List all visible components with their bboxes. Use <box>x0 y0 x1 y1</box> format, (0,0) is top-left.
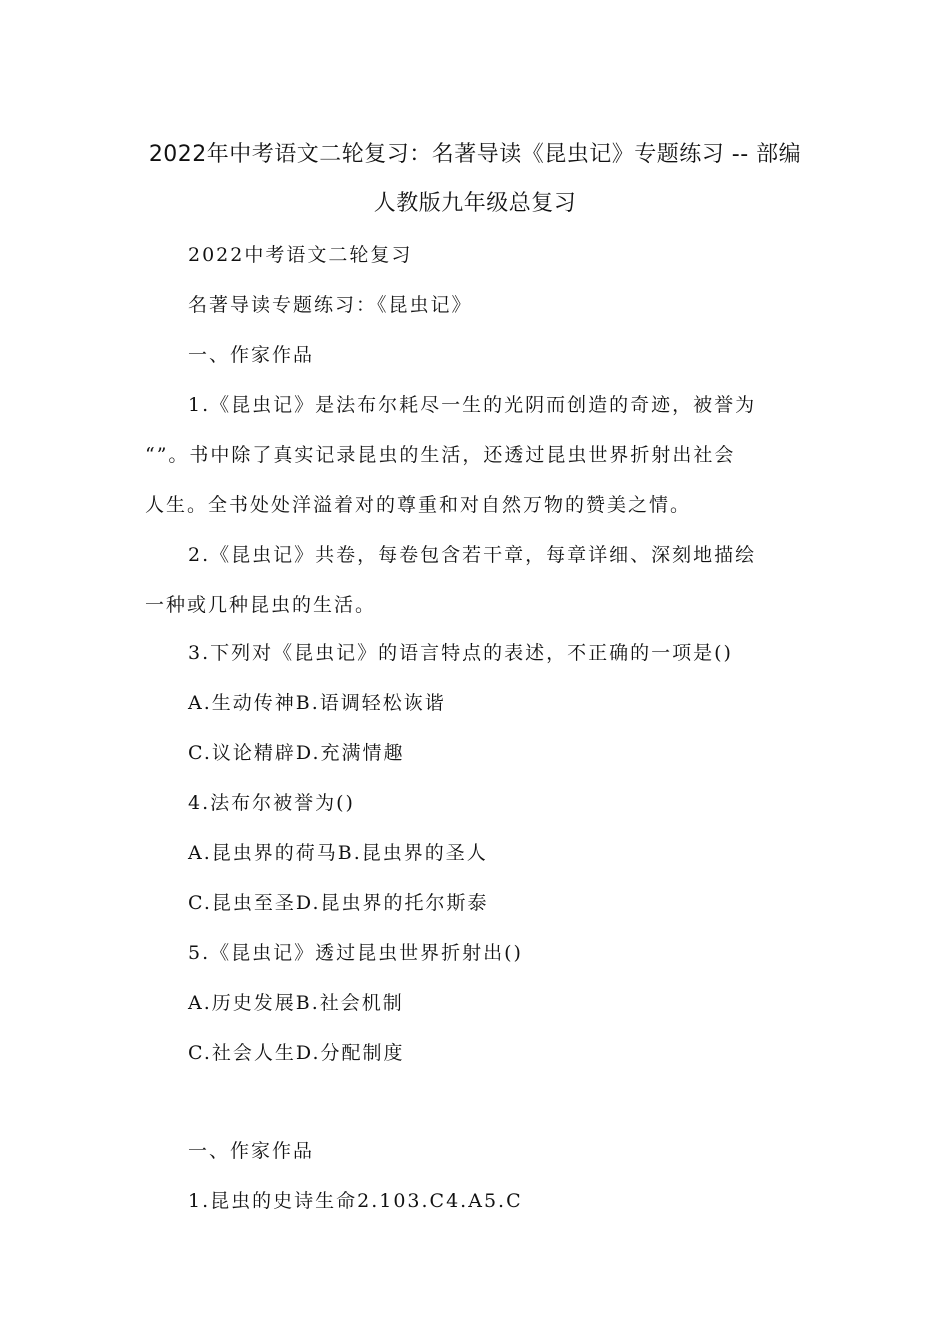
document-title-line-2: 人教版九年级总复习 <box>373 191 577 216</box>
question-5-options-cd: C.社会人生D.分配制度 <box>188 1042 405 1064</box>
question-1-line-2: “”。书中除了真实记录昆虫的生活，还透过昆虫世界折射出社会 <box>145 444 736 466</box>
subtitle-review: 2022中考语文二轮复习 <box>188 244 413 266</box>
question-5-options-ab: A.历史发展B.社会机制 <box>188 992 404 1014</box>
answer-section-heading: 一、作家作品 <box>188 1140 315 1162</box>
question-2-line-1: 2.《昆虫记》共卷，每卷包含若干章，每章详细、深刻地描绘 <box>188 544 757 566</box>
answer-key: 1.昆虫的史诗生命2.103.C4.A5.C <box>188 1190 523 1212</box>
question-3-options-ab: A.生动传神B.语调轻松诙谐 <box>188 692 446 714</box>
question-4: 4.法布尔被誉为() <box>188 792 355 814</box>
document-title-line-1: 2022年中考语文二轮复习：名著导读《昆虫记》专题练习 -- 部编 <box>148 142 802 167</box>
question-1-line-3: 人生。全书处处洋溢着对的尊重和对自然万物的赞美之情。 <box>145 494 692 516</box>
section-heading: 一、作家作品 <box>188 344 315 366</box>
question-1-line-1: 1.《昆虫记》是法布尔耗尽一生的光阴而创造的奇迹，被誉为 <box>188 394 757 416</box>
question-5: 5.《昆虫记》透过昆虫世界折射出() <box>188 942 523 964</box>
subtitle-practice: 名著导读专题练习：《昆虫记》 <box>188 294 473 316</box>
question-4-options-ab: A.昆虫界的荷马B.昆虫界的圣人 <box>188 842 488 864</box>
question-2-line-2: 一种或几种昆虫的生活。 <box>145 594 377 616</box>
question-4-options-cd: C.昆虫至圣D.昆虫界的托尔斯泰 <box>188 892 489 914</box>
question-3: 3.下列对《昆虫记》的语言特点的表述，不正确的一项是() <box>188 642 733 664</box>
question-3-options-cd: C.议论精辟D.充满情趣 <box>188 742 405 764</box>
